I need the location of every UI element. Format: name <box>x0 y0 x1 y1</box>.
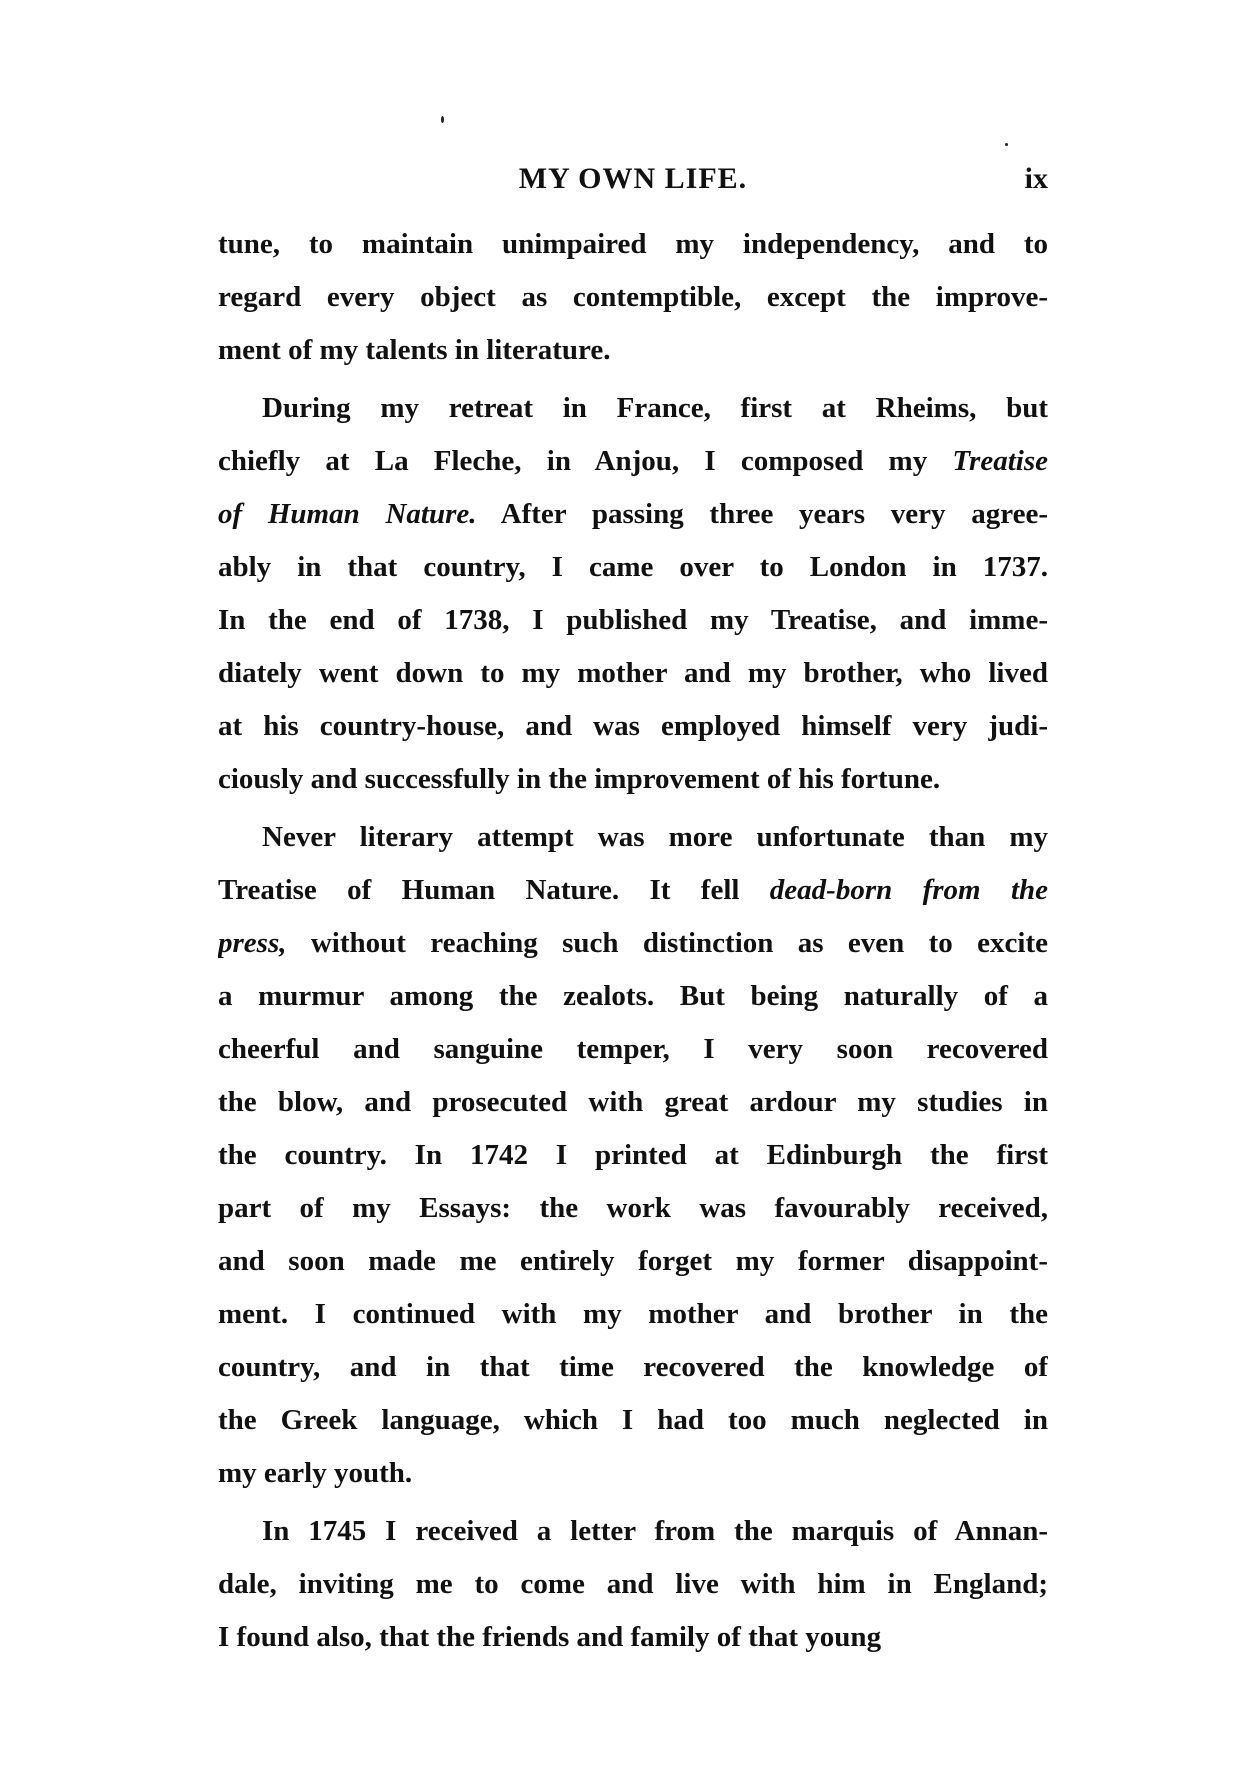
text-run: my early youth. <box>218 1457 413 1489</box>
paragraph <box>218 811 1048 1500</box>
text-line <box>218 647 1048 700</box>
page-header <box>218 158 1048 208</box>
text-run: the Greek language, which I had too much neglected in <box>218 1404 1048 1436</box>
text-run: In the end of 1738, I published my Treatise, and imme- <box>218 604 1048 636</box>
text-run: a murmur among the zealots. But being naturally of a <box>218 980 1048 1012</box>
text-line <box>218 1558 1048 1611</box>
text-run: tune, to maintain unimpaired my independency, and to <box>218 228 1048 260</box>
text-run: chiefly at La Fleche, in Anjou, I composed my <box>218 445 953 477</box>
text-line <box>218 271 1048 324</box>
text-line <box>218 488 1048 541</box>
text-run: and soon made me entirely forget my former disappoint- <box>218 1245 1048 1277</box>
text-line <box>218 1447 1048 1500</box>
italic-text: of Human Nature. <box>218 498 477 530</box>
text-run: I found also, that the friends and family of that young <box>218 1621 882 1653</box>
text-line <box>218 1394 1048 1447</box>
text-line <box>218 435 1048 488</box>
text-run: the blow, and prosecuted with great ardour my studies in <box>218 1086 1048 1118</box>
text-run: ciously and successfully in the improvement of his fortune. <box>218 763 941 795</box>
text-run: cheerful and sanguine temper, I very soon recovered <box>218 1033 1048 1065</box>
text-line <box>218 1235 1048 1288</box>
text-run: Treatise of Human Nature. It fell <box>218 874 770 906</box>
text-run: regard every object as contemptible, except the improve- <box>218 281 1048 313</box>
text-line <box>218 1023 1048 1076</box>
text-line <box>218 1076 1048 1129</box>
text-line <box>218 864 1048 917</box>
paragraph <box>218 218 1048 377</box>
text-run: diately went down to my mother and my brother, who lived <box>218 657 1048 689</box>
text-line <box>218 1129 1048 1182</box>
body-text <box>218 218 1048 1664</box>
text-line <box>218 1182 1048 1235</box>
text-run: at his country-house, and was employed himself very judi- <box>218 710 1048 742</box>
paragraph <box>218 382 1048 806</box>
text-run: without reaching such distinction as even to excite <box>286 927 1048 959</box>
text-line <box>218 753 1048 806</box>
paragraph <box>218 1505 1048 1664</box>
print-speck <box>441 116 444 123</box>
italic-text: dead-born from the <box>769 874 1048 906</box>
text-run: In 1745 I received a letter from the marquis of Annan- <box>262 1515 1048 1547</box>
text-run: ably in that country, I came over to London in 1737. <box>218 551 1048 583</box>
text-line <box>218 218 1048 271</box>
text-run: the country. In 1742 I printed at Edinburgh the first <box>218 1139 1048 1171</box>
text-line <box>218 917 1048 970</box>
text-run: part of my Essays: the work was favourably received, <box>218 1192 1048 1224</box>
text-line <box>218 811 1048 864</box>
text-line <box>218 382 1048 435</box>
text-line <box>218 594 1048 647</box>
text-run: dale, inviting me to come and live with him in England; <box>218 1568 1048 1600</box>
text-line <box>218 541 1048 594</box>
text-run: ment of my talents in literature. <box>218 334 611 366</box>
page-number: ix <box>1024 162 1048 195</box>
print-speck <box>1005 143 1008 146</box>
text-run: During my retreat in France, first at Rheims, but <box>262 392 1048 424</box>
text-line <box>218 970 1048 1023</box>
text-run: ment. I continued with my mother and brother in the <box>218 1298 1048 1330</box>
text-line <box>218 1505 1048 1558</box>
text-line <box>218 700 1048 753</box>
italic-text: press, <box>218 927 287 959</box>
text-line <box>218 1611 1048 1664</box>
text-run: country, and in that time recovered the knowledge of <box>218 1351 1048 1383</box>
text-line <box>218 1288 1048 1341</box>
text-line <box>218 324 1048 377</box>
text-run: Never literary attempt was more unfortunate than my <box>262 821 1048 853</box>
text-line <box>218 1341 1048 1394</box>
running-title: MY OWN LIFE. <box>518 162 748 195</box>
italic-text: Treatise <box>952 445 1048 477</box>
text-run: After passing three years very agree- <box>476 498 1048 530</box>
